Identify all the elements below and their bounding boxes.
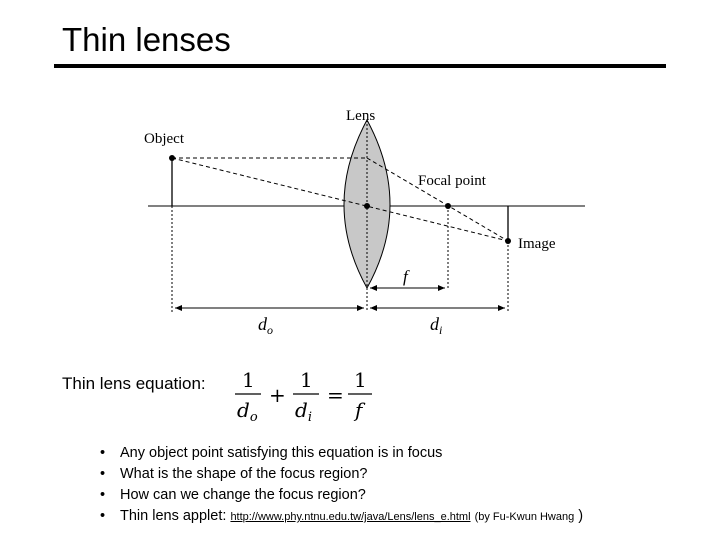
thin-lens-diagram bbox=[130, 100, 590, 340]
lens-label: Lens bbox=[346, 108, 376, 124]
thin-lens-equation bbox=[228, 366, 378, 428]
focal-point-label: Focal point bbox=[418, 173, 486, 189]
closing-paren: ) bbox=[578, 508, 584, 524]
bullet-item bbox=[100, 464, 583, 485]
eq-denominator-3: f bbox=[355, 398, 363, 422]
ray-through-center bbox=[172, 158, 508, 241]
slide-title: Thin lenses bbox=[62, 21, 231, 58]
bullet-text: How can we change the focus region? bbox=[120, 487, 366, 503]
eq-equals: = bbox=[327, 383, 344, 407]
do-label: $d_o$ bbox=[258, 314, 273, 337]
bullet-marker: • bbox=[100, 445, 106, 461]
bullet-item bbox=[100, 506, 583, 528]
eq-numerator-1: 1 bbox=[242, 368, 255, 392]
applet-link[interactable]: http://www.phy.ntnu.edu.tw/java/Lens/lens_e.html bbox=[230, 511, 471, 523]
equation-label: Thin lens equation: bbox=[62, 374, 206, 393]
bullet-list bbox=[100, 443, 583, 528]
bullet-marker: • bbox=[100, 508, 106, 524]
bullet-item bbox=[100, 485, 583, 506]
bullet-text: Any object point satisfying this equation is in focus bbox=[120, 445, 443, 461]
applet-credit: (by Fu-Kwun Hwang bbox=[474, 511, 575, 523]
eq-plus: + bbox=[269, 383, 286, 407]
lens-center-point bbox=[364, 203, 370, 209]
object-label: Object bbox=[144, 131, 184, 147]
eq-numerator-2: 1 bbox=[300, 368, 313, 392]
bullet-item bbox=[100, 443, 583, 464]
bullet-text: Thin lens applet: bbox=[120, 508, 227, 524]
bullet-marker: • bbox=[100, 466, 106, 482]
bullet-text: What is the shape of the focus region? bbox=[120, 466, 368, 482]
title-underline bbox=[54, 64, 666, 68]
f-label: f bbox=[403, 267, 408, 286]
eq-numerator-3: 1 bbox=[354, 368, 367, 392]
di-label: $d_i$ bbox=[430, 314, 443, 337]
bullet-marker: • bbox=[100, 487, 106, 503]
eq-denominator-2: $d_i$ bbox=[295, 398, 312, 425]
image-label: Image bbox=[518, 236, 556, 252]
eq-denominator-1: $d_o$ bbox=[237, 398, 258, 425]
